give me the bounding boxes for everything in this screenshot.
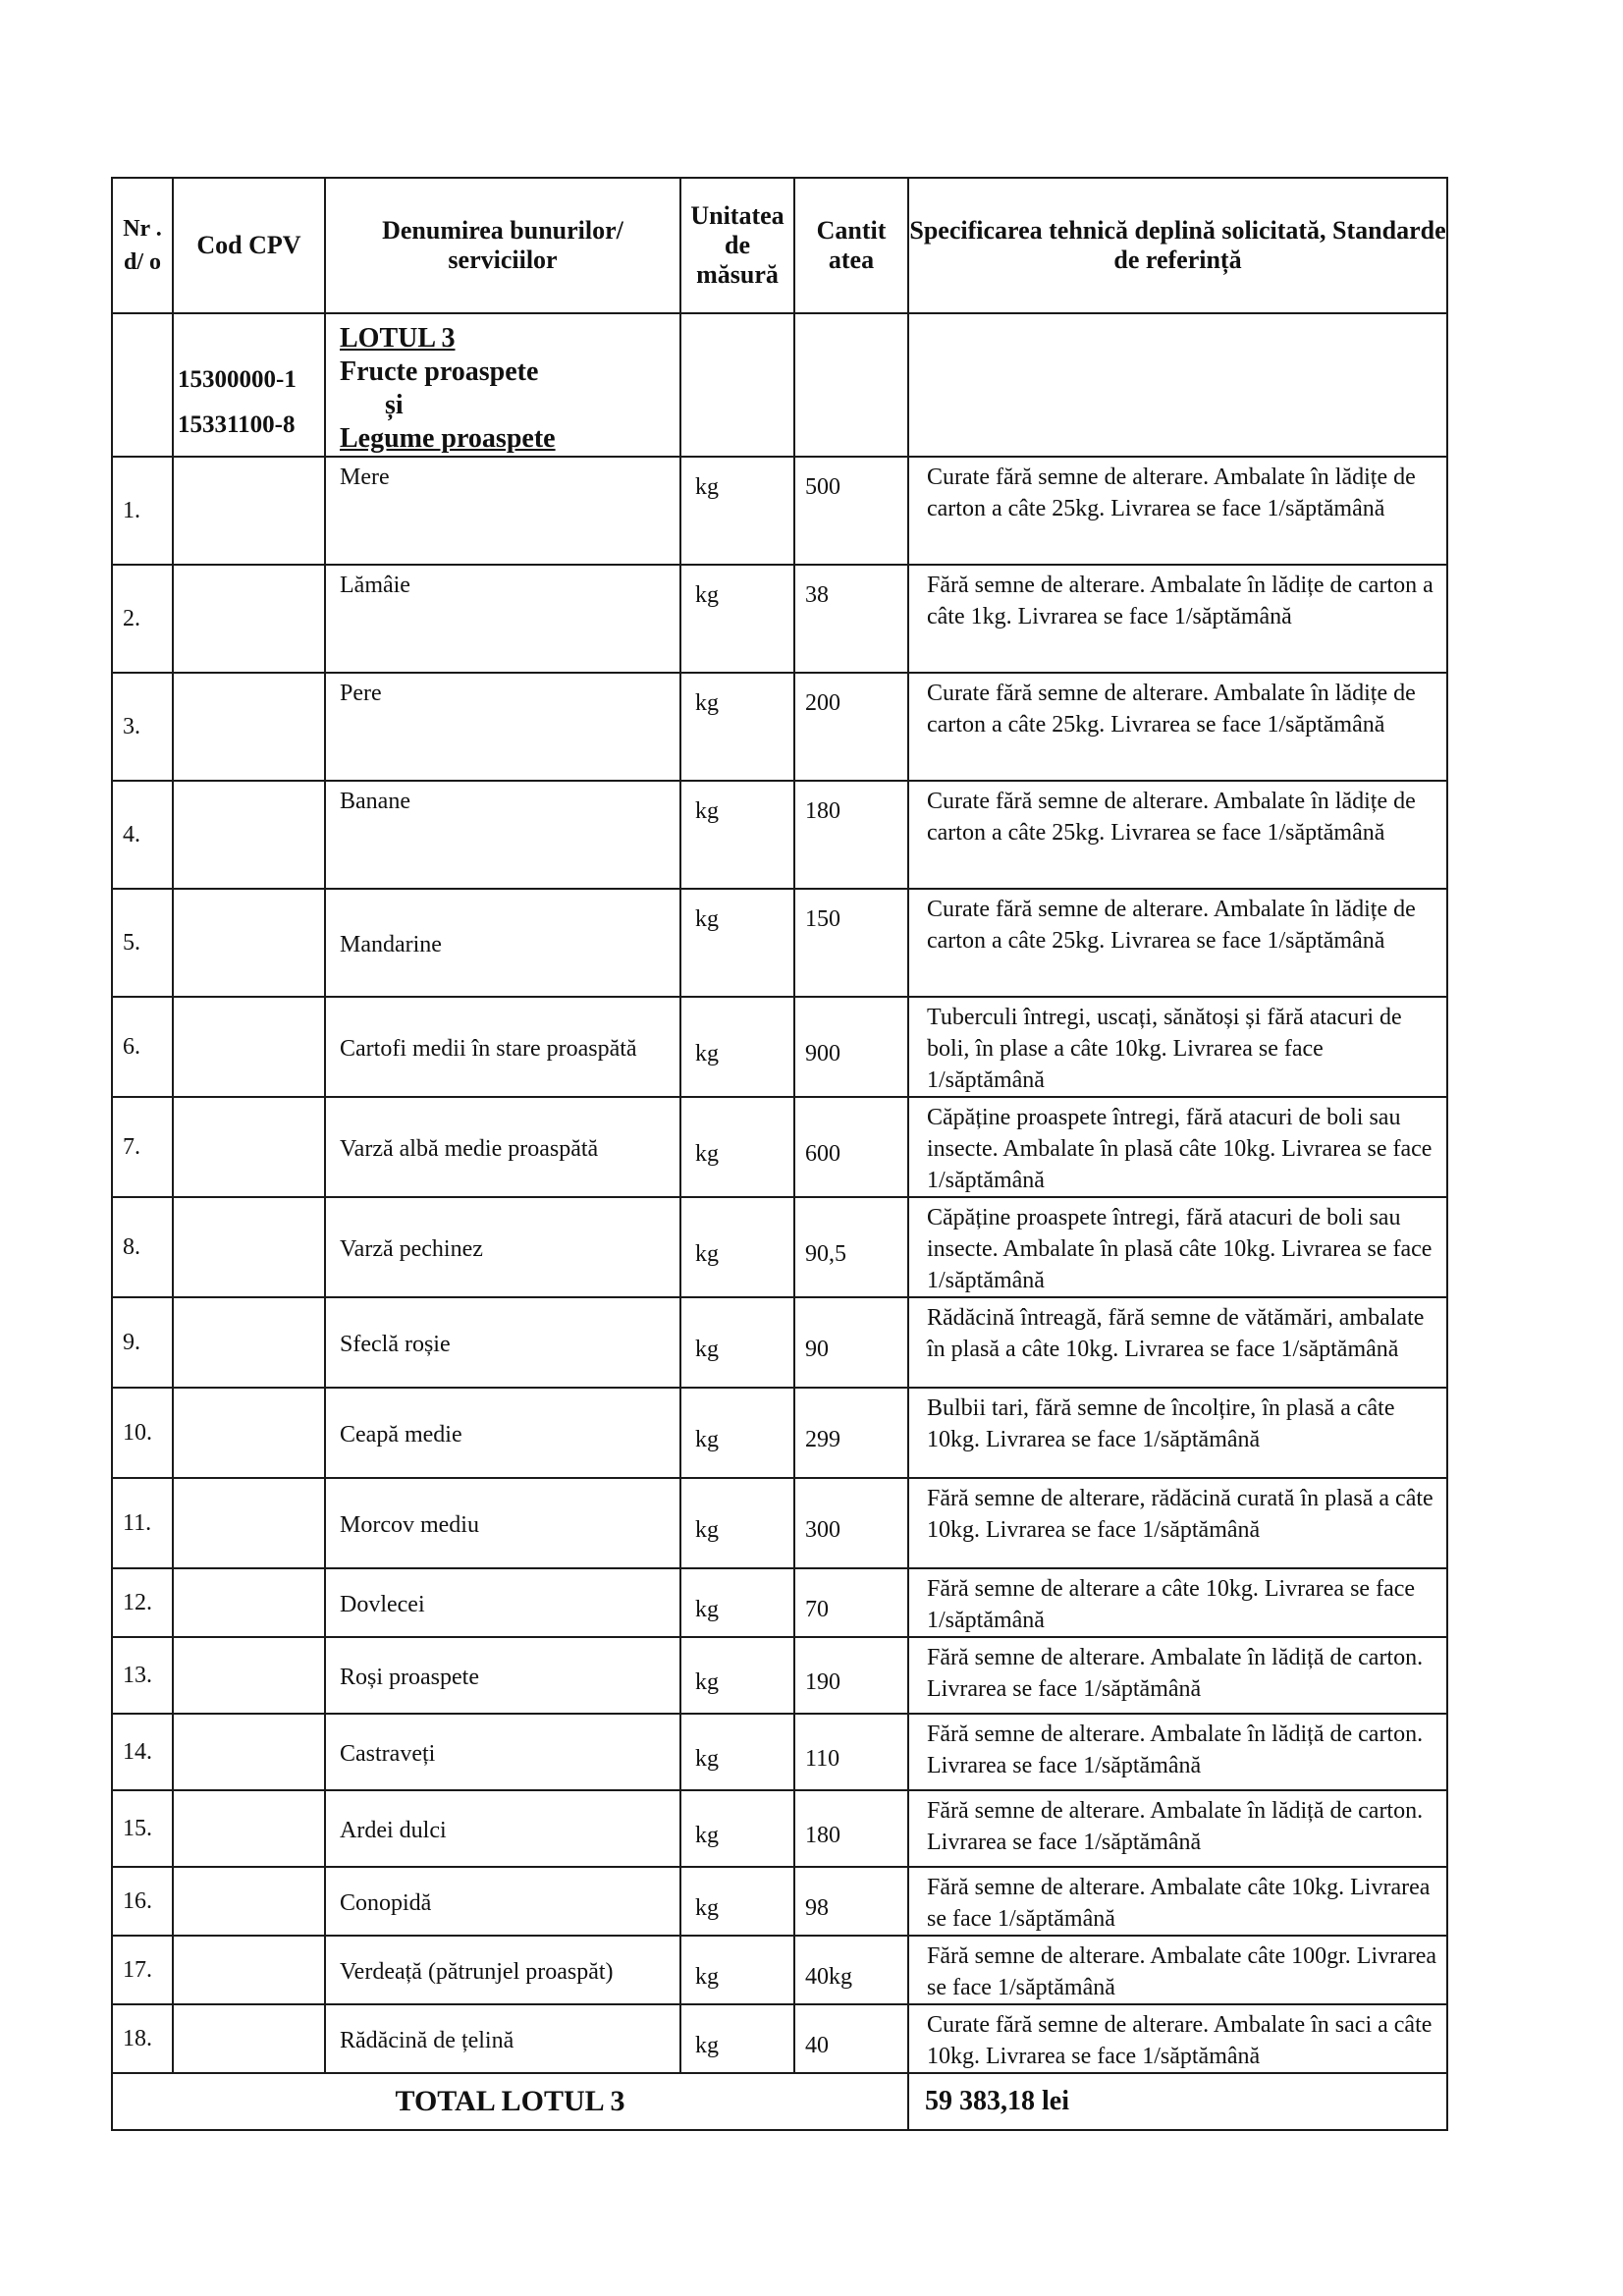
table-row — [112, 997, 1447, 1097]
row-number: 18. — [112, 2004, 173, 2073]
row-unit: kg — [680, 1637, 794, 1714]
row-cpv — [173, 1867, 325, 1936]
row-unit: kg — [680, 2004, 794, 2073]
row-unit: kg — [680, 1714, 794, 1790]
row-unit: kg — [680, 889, 794, 997]
row-name: Cartofi medii în stare proaspătă — [325, 997, 680, 1097]
row-number: 17. — [112, 1936, 173, 2004]
row-number: 6. — [112, 997, 173, 1097]
row-name: Varză pechinez — [325, 1197, 680, 1297]
row-name: Dovlecei — [325, 1568, 680, 1637]
row-specification: Curate fără semne de alterare. Ambalate în lădițe de carton a câte 25kg. Livrarea se face 1/săptămână — [908, 457, 1447, 565]
lot-unit-cell — [680, 313, 794, 457]
row-quantity: 200 — [794, 673, 908, 781]
row-quantity: 110 — [794, 1714, 908, 1790]
table-row — [112, 673, 1447, 781]
row-cpv — [173, 2004, 325, 2073]
row-specification: Fără semne de alterare. Ambalate în lădiță de carton. Livrarea se face 1/săptămână — [908, 1714, 1447, 1790]
table-row — [112, 1388, 1447, 1478]
row-number: 3. — [112, 673, 173, 781]
row-number: 1. — [112, 457, 173, 565]
row-number: 13. — [112, 1637, 173, 1714]
row-cpv — [173, 1478, 325, 1568]
total-label: TOTAL LOTUL 3 — [112, 2073, 908, 2130]
row-specification: Fără semne de alterare. Ambalate câte 100gr. Livrarea se face 1/săptămână — [908, 1936, 1447, 2004]
row-specification: Căpăține proaspete întregi, fără atacuri de boli sau insecte. Ambalate în plasă câte 10kg. Livrarea se face 1/săptămână — [908, 1097, 1447, 1197]
row-specification: Curate fără semne de alterare. Ambalate în lădițe de carton a câte 25kg. Livrarea se face 1/săptămână — [908, 889, 1447, 997]
header-unit: Unitatea de măsură — [680, 178, 794, 313]
row-quantity: 38 — [794, 565, 908, 673]
table-row — [112, 1637, 1447, 1714]
row-number: 9. — [112, 1297, 173, 1388]
row-name: Conopidă — [325, 1867, 680, 1936]
row-unit: kg — [680, 1197, 794, 1297]
row-unit: kg — [680, 1097, 794, 1197]
row-cpv — [173, 889, 325, 997]
row-specification: Fără semne de alterare. Ambalate în lădiță de carton. Livrarea se face 1/săptămână — [908, 1637, 1447, 1714]
row-name: Morcov mediu — [325, 1478, 680, 1568]
row-quantity: 98 — [794, 1867, 908, 1936]
row-cpv — [173, 781, 325, 889]
row-name: Pere — [325, 673, 680, 781]
row-quantity: 90,5 — [794, 1197, 908, 1297]
row-quantity: 180 — [794, 781, 908, 889]
row-unit: kg — [680, 1568, 794, 1637]
row-quantity: 500 — [794, 457, 908, 565]
row-name: Verdeață (pătrunjel proaspăt) — [325, 1936, 680, 2004]
row-name: Mere — [325, 457, 680, 565]
row-quantity: 190 — [794, 1637, 908, 1714]
table-row — [112, 1197, 1447, 1297]
lot-title-cell — [325, 313, 680, 457]
row-quantity: 150 — [794, 889, 908, 997]
row-unit: kg — [680, 1388, 794, 1478]
row-specification: Rădăcină întreagă, fără semne de vătămări, ambalate în plasă a câte 10kg. Livrarea se face 1/săptămână — [908, 1297, 1447, 1388]
row-unit: kg — [680, 673, 794, 781]
header-cpv: Cod CPV — [173, 178, 325, 313]
row-cpv — [173, 673, 325, 781]
row-name: Mandarine — [325, 889, 680, 997]
row-name: Varză albă medie proaspătă — [325, 1097, 680, 1197]
table-row — [112, 1568, 1447, 1637]
table-row — [112, 1936, 1447, 2004]
row-name: Lămâie — [325, 565, 680, 673]
table-row — [112, 889, 1447, 997]
row-cpv — [173, 565, 325, 673]
row-cpv — [173, 457, 325, 565]
table-row — [112, 1097, 1447, 1197]
header-qty: Cantit atea — [794, 178, 908, 313]
row-specification: Bulbii tari, fără semne de încolțire, în plasă a câte 10kg. Livrarea se face 1/săptămână — [908, 1388, 1447, 1478]
row-specification: Fără semne de alterare a câte 10kg. Livrarea se face 1/săptămână — [908, 1568, 1447, 1637]
row-quantity: 600 — [794, 1097, 908, 1197]
lot-cpv-codes — [173, 313, 325, 457]
row-number: 10. — [112, 1388, 173, 1478]
row-number: 8. — [112, 1197, 173, 1297]
row-unit: kg — [680, 1478, 794, 1568]
row-number: 11. — [112, 1478, 173, 1568]
row-number: 2. — [112, 565, 173, 673]
row-name: Roși proaspete — [325, 1637, 680, 1714]
row-unit: kg — [680, 457, 794, 565]
row-name: Ardei dulci — [325, 1790, 680, 1867]
row-cpv — [173, 1714, 325, 1790]
row-number: 12. — [112, 1568, 173, 1637]
row-cpv — [173, 1568, 325, 1637]
row-quantity: 40 — [794, 2004, 908, 2073]
row-cpv — [173, 1388, 325, 1478]
lot-nr-cell — [112, 313, 173, 457]
lot-subtitle-1: Fructe proaspete — [340, 356, 539, 387]
row-name: Rădăcină de țelină — [325, 2004, 680, 2073]
row-quantity: 40kg — [794, 1936, 908, 2004]
row-quantity: 90 — [794, 1297, 908, 1388]
row-name: Ceapă medie — [325, 1388, 680, 1478]
row-unit: kg — [680, 781, 794, 889]
lot-spec-cell — [908, 313, 1447, 457]
row-number: 15. — [112, 1790, 173, 1867]
row-number: 16. — [112, 1867, 173, 1936]
lot-subtitle-conj: și — [385, 390, 404, 420]
row-cpv — [173, 1790, 325, 1867]
item-rows — [112, 457, 1447, 2073]
header-spec: Specificarea tehnică deplină solicitată, Standarde de referință — [908, 178, 1447, 313]
row-unit: kg — [680, 565, 794, 673]
table-row — [112, 1790, 1447, 1867]
row-cpv — [173, 1936, 325, 2004]
row-quantity: 299 — [794, 1388, 908, 1478]
row-specification: Tuberculi întregi, uscați, sănătoși și fără atacuri de boli, în plase a câte 10kg. Livrarea se face 1/săptămână — [908, 997, 1447, 1097]
row-specification: Curate fără semne de alterare. Ambalate în lădițe de carton a câte 25kg. Livrarea se face 1/săptămână — [908, 781, 1447, 889]
row-unit: kg — [680, 1297, 794, 1388]
row-quantity: 300 — [794, 1478, 908, 1568]
row-unit: kg — [680, 1867, 794, 1936]
row-cpv — [173, 1097, 325, 1197]
row-specification: Fără semne de alterare. Ambalate în lădițe de carton a câte 1kg. Livrarea se face 1/săptămână — [908, 565, 1447, 673]
row-unit: kg — [680, 1790, 794, 1867]
row-name: Banane — [325, 781, 680, 889]
table-row — [112, 1867, 1447, 1936]
table-row — [112, 1714, 1447, 1790]
row-number: 14. — [112, 1714, 173, 1790]
cpv-code: 15331100-8 — [178, 411, 296, 438]
row-unit: kg — [680, 1936, 794, 2004]
row-quantity: 70 — [794, 1568, 908, 1637]
total-row — [112, 2073, 1447, 2130]
table-header-row — [112, 178, 1447, 313]
row-cpv — [173, 1197, 325, 1297]
table-row — [112, 781, 1447, 889]
table-row — [112, 565, 1447, 673]
row-specification: Curate fără semne de alterare. Ambalate în lădițe de carton a câte 25kg. Livrarea se face 1/săptămână — [908, 673, 1447, 781]
specification-table — [111, 177, 1448, 2131]
table-row — [112, 1297, 1447, 1388]
lot-title: LOTUL 3 — [340, 323, 456, 354]
lot-subtitle-2: Legume proaspete — [340, 423, 556, 454]
row-specification: Curate fără semne de alterare. Ambalate în saci a câte 10kg. Livrarea se face 1/săptămână — [908, 2004, 1447, 2073]
row-specification: Fără semne de alterare, rădăcină curată în plasă a câte 10kg. Livrarea se face 1/săptămână — [908, 1478, 1447, 1568]
cpv-code: 15300000-1 — [178, 366, 297, 393]
table-row — [112, 1478, 1447, 1568]
row-unit: kg — [680, 997, 794, 1097]
row-specification: Fără semne de alterare. Ambalate câte 10kg. Livrarea se face 1/săptămână — [908, 1867, 1447, 1936]
table-row — [112, 457, 1447, 565]
row-quantity: 180 — [794, 1790, 908, 1867]
row-cpv — [173, 1297, 325, 1388]
row-number: 5. — [112, 889, 173, 997]
lot-qty-cell — [794, 313, 908, 457]
lot-row — [112, 313, 1447, 457]
row-number: 4. — [112, 781, 173, 889]
row-name: Sfeclă roșie — [325, 1297, 680, 1388]
header-name: Denumirea bunurilor/ serviciilor — [325, 178, 680, 313]
row-quantity: 900 — [794, 997, 908, 1097]
row-specification: Căpăține proaspete întregi, fără atacuri de boli sau insecte. Ambalate în plasă câte 10kg. Livrarea se face 1/săptămână — [908, 1197, 1447, 1297]
row-cpv — [173, 1637, 325, 1714]
header-nr: Nr . d/ o — [112, 178, 173, 313]
table-row — [112, 2004, 1447, 2073]
total-value: 59 383,18 lei — [908, 2073, 1447, 2130]
row-name: Castraveți — [325, 1714, 680, 1790]
row-number: 7. — [112, 1097, 173, 1197]
row-specification: Fără semne de alterare. Ambalate în lădiță de carton. Livrarea se face 1/săptămână — [908, 1790, 1447, 1867]
row-cpv — [173, 997, 325, 1097]
